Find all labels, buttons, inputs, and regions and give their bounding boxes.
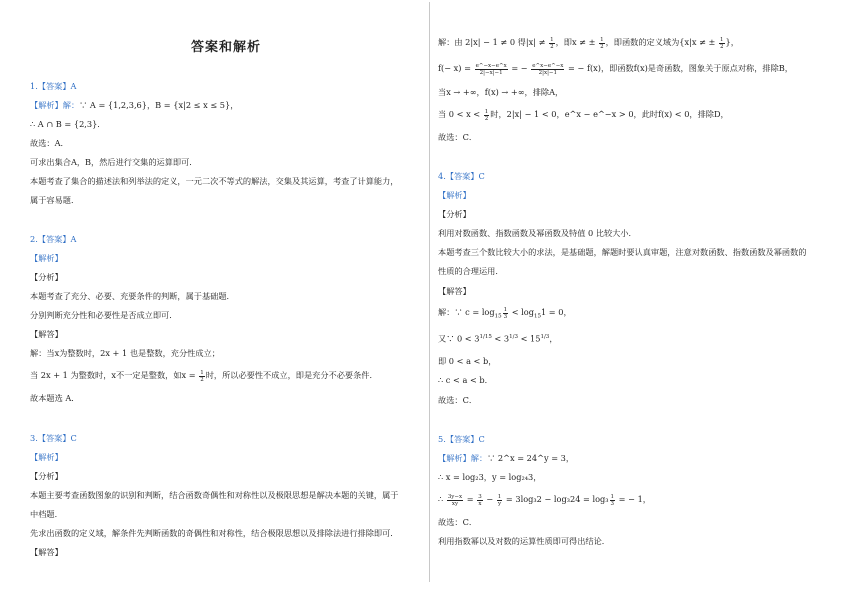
q1-line-1: 【解析】解：∵ A = {1,2,3,6}，B = {x|2 ≤ x ≤ 5}，	[30, 100, 239, 110]
q1-line-3: 故选：A．	[30, 138, 69, 148]
q4-line-5: 又∵ $0 < 3^{1/15} < 3^{1/3} < 15^{1/3}$，	[438, 333, 558, 344]
q2-line-2: 分别判断充分性和必要性是否成立即可．	[30, 310, 178, 320]
q3-fenxi-label: 【分析】	[30, 471, 63, 481]
q3-cont-line-1: 解：由 2|x| − 1 ≠ 0 得|x| ≠ $\frac{1}{2}$ ，即x ≠ ± $\frac{1}{2}$ ，即函数的定义域为{x|x ≠ ± $\frac{1}{2}$ }，	[438, 36, 739, 50]
q4-jiexi-label: 【解析】	[438, 190, 471, 200]
q2-fenxi-label: 【分析】	[30, 272, 63, 282]
fraction: $\frac{1}{2}$	[720, 36, 724, 50]
column-divider	[429, 2, 430, 582]
q1-answer: 1.【答案】A	[30, 81, 77, 91]
q3-line-3: 先求出函数的定义域，解条件先判断函数的奇偶性和对称性，结合极限思想以及排除法进行排除即可．	[30, 528, 399, 538]
fraction: $\frac{1}{3}$	[503, 306, 508, 320]
q3-cont-line-4: 当 0 < x < $\frac{1}{2}$ 时，2|x| − 1 < 0，e^x − e^−x > 0，此时f(x) < 0，排除D，	[438, 108, 729, 122]
q4-jieda-label: 【解答】	[438, 286, 471, 296]
q4-line-2: 本题考查三个数比较大小的求法，是基础题，解题时要认真审题，注意对数函数、指数函数及幂函数的	[438, 247, 807, 257]
q3-jieda-label: 【解答】	[30, 547, 63, 557]
q2-jieda-label: 【解答】	[30, 329, 63, 339]
q4-line-7: ∴ c < a < b．	[438, 375, 493, 385]
q3-line-2: 中档题．	[30, 509, 63, 519]
q3-answer: 3.【答案】C	[30, 433, 77, 443]
fraction: $\frac{e\^{}-x-e\^{}x}{2|-x|-1}$	[475, 62, 507, 76]
q1-line-5: 本题考查了集合的描述法和列举法的定义，一元二次不等式的解法，交集及其运算，考查了计算能力，	[30, 176, 399, 186]
q1-line-2: ∴ A ∩ B = {2,3}．	[30, 119, 106, 129]
q1-line-4: 可求出集合A，B，然后进行交集的运算即可．	[30, 157, 198, 167]
q3-line-1: 本题主要考查函数图象的识别和判断，结合函数奇偶性和对称性以及极限思想是解决本题的关键，属于	[30, 490, 399, 500]
q4-answer: 4.【答案】C	[438, 171, 485, 181]
q5-line-3: ∴ $\frac{3y-x}{xy}$ = $\frac{3}{x}$ − $\frac{1}{y}$ = 3log₃2 − log₃24 = log₃ $\frac{1}{3}$ = − 1，	[438, 493, 651, 507]
q5-line-1: 【解析】解：∵ 2^x = 24^y = 3，	[438, 453, 575, 463]
q5-answer: 5.【答案】C	[438, 434, 485, 444]
fraction: $\frac{1}{2}$	[550, 36, 554, 50]
q5-line-2: ∴ x = log₂3，y = log₂₄3，	[438, 472, 542, 482]
fraction: $\frac{1}{y}$	[497, 493, 502, 507]
page-title: 答案和解析	[190, 40, 261, 55]
q4-line-8: 故选：C．	[438, 395, 478, 405]
fraction: $\frac{3}{x}$	[478, 493, 482, 507]
q5-line-5: 利用指数幂以及对数的运算性质即可得出结论．	[438, 536, 610, 546]
fraction: $\frac{1}{3}$	[610, 493, 615, 507]
fraction: $\frac{1}{2}$	[200, 369, 204, 383]
q3-cont-line-3: 当x → +∞，f(x) → +∞，排除A，	[438, 87, 564, 97]
q4-fenxi-label: 【分析】	[438, 209, 471, 219]
q3-cont-line-2: f(− x) = $\frac{e\^{}-x-e\^{}x}{2|-x|-1}$ = − $\frac{e\^{}x-e\^{}-x}{2|x|-1}$ = − f(x)，即函数f(x)是奇函数，图象关于原点对称，排除B，	[438, 62, 793, 76]
fraction: $\frac{3y-x}{xy}$	[447, 493, 463, 507]
q5-line-4: 故选：C．	[438, 517, 478, 527]
fraction: $\frac{1}{2}$	[484, 108, 489, 122]
q2-answer: 2.【答案】A	[30, 234, 77, 244]
q4-line-3: 性质的合理运用．	[438, 266, 504, 276]
fraction: $\frac{1}{2}$	[600, 36, 604, 50]
q2-line-4: 当 2x + 1 为整数时，x不一定是整数，如x = $\frac{1}{2}$ 时，所以必要性不成立，即是充分不必要条件．	[30, 369, 378, 383]
q4-line-1: 利用对数函数、指数函数及幂函数及特值 0 比较大小．	[438, 228, 637, 238]
q2-line-5: 故本题选 A．	[30, 393, 80, 403]
q4-line-6: 即 0 < a < b，	[438, 356, 497, 366]
q1-line-6: 属于容易题．	[30, 195, 80, 205]
q3-jiexi-label: 【解析】	[30, 452, 63, 462]
q2-line-3: 解：当x为整数时，2x + 1 也是整数，充分性成立；	[30, 348, 220, 358]
fraction: $\frac{e\^{}x-e\^{}-x}{2|x|-1}$	[532, 62, 564, 76]
q4-line-4: 解：∵ $c = \log_{15}$ $\frac{1}{3}$ < $\log_{15}1 = 0$，	[438, 306, 572, 320]
q2-jiexi-label: 【解析】	[30, 253, 63, 263]
q3-cont-line-5: 故选：C．	[438, 132, 478, 142]
q2-line-1: 本题考查了充分、必要、充要条件的判断，属于基础题．	[30, 291, 235, 301]
